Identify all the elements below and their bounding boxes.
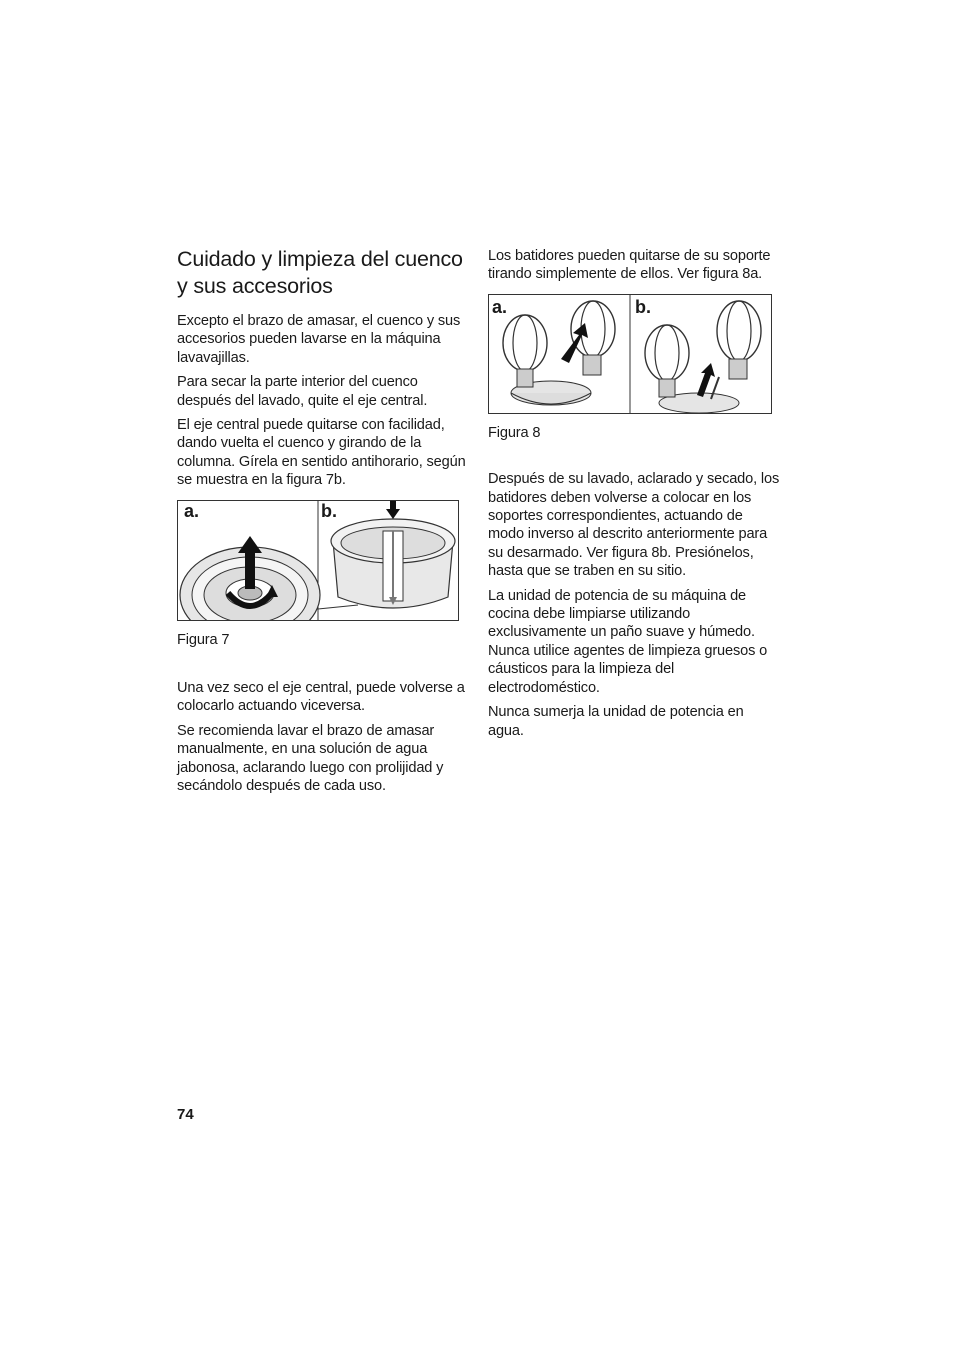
right-column [488,247,780,746]
paragraph-central-shaft: El eje central puede quitarse con facilidad, dando vuelta el cuenco y girando de la columna. Gírela en sentido antihorario, según se muestra en la figura 7b. [177,417,466,489]
paragraph-drying: Para secar la parte interior del cuenco después del lavado, quite el eje central. [177,374,428,409]
figure-7-panel-b-label: b. [321,500,337,521]
figure-7 [177,500,459,621]
figure-8-illustration [489,295,771,413]
paragraph-whisks-removal: Los batidores pueden quitarse de su soporte tirando simplemente de ellos. Ver figura 8a. [488,248,771,283]
paragraph-power-unit-cleaning: La unidad de potencia de su máquina de cocina debe limpiarse utilizando exclusivamente un paño suave y húmedo. Nunca utilice agentes de limpieza gruesos o cáusticos para la limpieza del electrodoméstico. [488,587,768,696]
paragraph-whisks-reassembly: Después de su lavado, aclarado y secado, los batidores deben volverse a colocar en los soportes correspondientes, actuando de modo inverso al descrito anteriormente para su desarmado. Ver figura 8b. Presiónelos, hasta que se traben en su sitio. [488,471,780,580]
figure-7-panel-a-label: a. [184,500,200,521]
paragraph-reassemble: Una vez seco el eje central, puede volverse a colocarlo actuando viceversa. [177,680,465,715]
paragraph-no-immersion: Nunca sumerja la unidad de potencia en agua. [488,704,744,739]
paragraph-dishwasher: Excepto el brazo de amasar, el cuenco y sus accesorios pueden lavarse en la máquina lavavajillas. [177,313,461,366]
figure-7-illustration [178,501,458,620]
paragraph-kneading-arm: Se recomienda lavar el brazo de amasar manualmente, en una solución de agua jabonosa, aclarando luego con prolijidad y secándolo después de cada uso. [177,722,444,795]
figure-7-caption: Figura 7 [177,631,230,648]
panel-a-whisks [503,301,615,405]
figure-8-caption: Figura 8 [488,424,541,441]
page-number: 74 [177,1106,194,1123]
figure-8 [488,294,772,414]
panel-b-whisks [645,301,761,413]
figure-8-panel-a-label: a. [492,296,508,317]
left-column [177,246,469,802]
figure-8-panel-b-label: b. [635,296,651,317]
panel-b-drawing [318,501,455,609]
section-heading: Cuidado y limpieza del cuenco y sus accesorios [177,247,463,298]
panel-a-drawing [180,536,320,620]
